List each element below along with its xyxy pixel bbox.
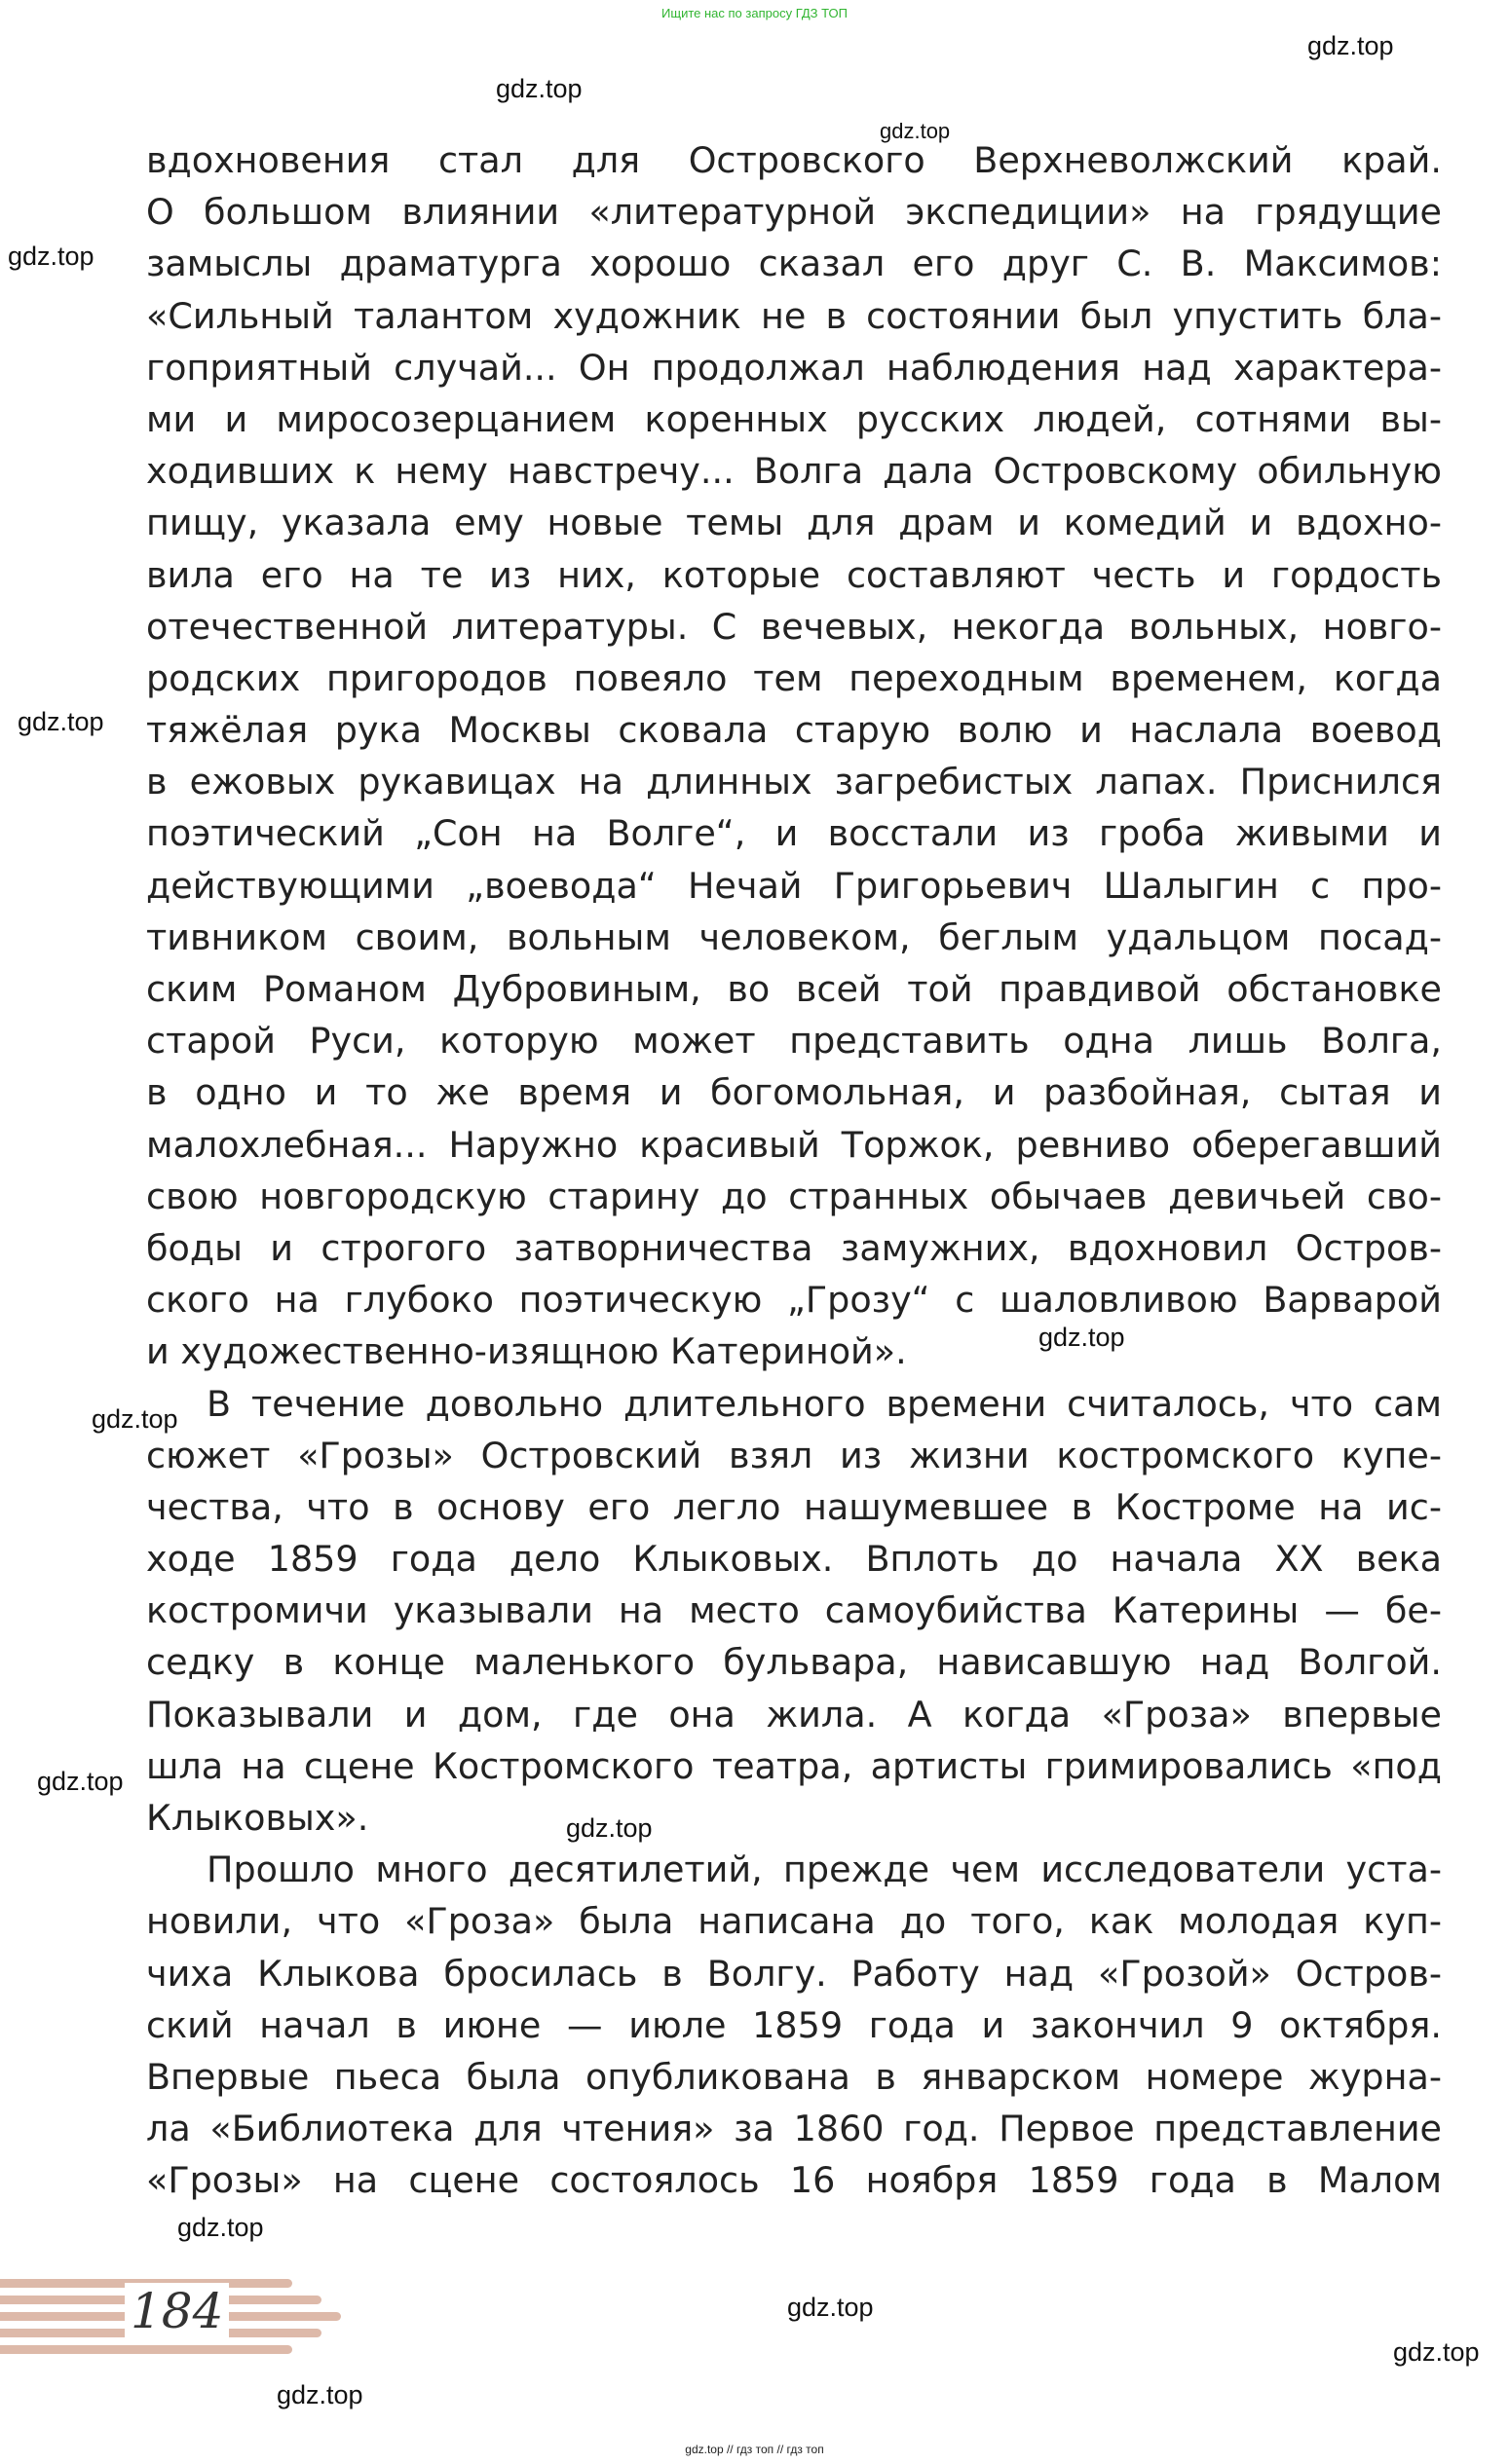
watermark: gdz.top (566, 1813, 653, 1843)
text-line: Прошло много десятилетий, прежде чем исследователи уста- (207, 1848, 1442, 1891)
text-line: тяжёлая рука Москвы сковала старую волю и наслала воевод (146, 709, 1442, 752)
watermark: gdz.top (496, 74, 583, 103)
text-line: О большом влиянии «литературной экспедиции» на грядущие (146, 191, 1442, 234)
text-line: «Сильный талантом художник не в состоянии был упустить бла- (146, 294, 1442, 337)
text-line: шла на сцене Костромского театра, артисты гримировались «под (146, 1744, 1442, 1787)
watermark: gdz.top (37, 1767, 124, 1796)
text-line: ми и миросозерцанием коренных русских людей, сотнями вы- (146, 397, 1442, 440)
watermark: gdz.top (1393, 2337, 1480, 2367)
text-line: замыслы драматурга хорошо сказал его друг С. В. Максимов: (146, 243, 1442, 285)
text-line: седку в конце маленького бульвара, нависавшую над Волгой. (146, 1641, 1442, 1684)
watermark: gdz.top (787, 2293, 874, 2322)
text-line: отечественной литературы. С вечевых, некогда вольных, новго- (146, 605, 1442, 648)
watermark: gdz.top (92, 1404, 178, 1434)
text-line: ходивших к нему навстречу... Волга дала Островскому обильную (146, 450, 1442, 493)
text-line: в одно и то же время и богомольная, и разбойная, сытая и (146, 1071, 1442, 1114)
text-line: чества, что в основу его легло нашумевшее в Костроме на ис- (146, 1485, 1442, 1528)
text-line: чиха Клыкова бросилась в Волгу. Работу над «Грозой» Остров- (146, 1952, 1442, 1995)
text-line: ским Романом Дубровиным, во всей той правдивой обстановке (146, 968, 1442, 1010)
text-line: свою новгородскую старину до странных обычаев девичьей сво- (146, 1175, 1442, 1217)
text-line: поэтический „Сон на Волге“, и восстали из гроба живыми и (146, 812, 1442, 855)
watermark: gdz.top (1038, 1323, 1125, 1352)
watermark: gdz.top (18, 707, 104, 736)
text-line: малохлебная... Наружно красивый Торжок, ревниво оберегавший (146, 1123, 1442, 1166)
text-line: «Грозы» на сцене состоялось 16 ноября 1859 года в Малом (146, 2159, 1442, 2202)
text-line: гоприятный случай... Он продолжал наблюдения над характера- (146, 346, 1442, 389)
text-line: ский начал в июне — июле 1859 года и закончил 9 октября. (146, 2003, 1442, 2046)
text-line: в ежовых рукавицах на длинных загребистых лапах. Приснился (146, 761, 1442, 803)
text-line: старой Руси, которую может представить одна лишь Волга, (146, 1020, 1442, 1063)
text-line: сюжет «Грозы» Островский взял из жизни костромского купе- (146, 1434, 1442, 1476)
text-line: вила его на те из них, которые составляют честь и гордость (146, 553, 1442, 596)
bottom-banner: gdz.top // гдз топ // гдз топ (685, 2443, 824, 2456)
watermark: gdz.top (1307, 31, 1394, 60)
watermark: gdz.top (177, 2213, 264, 2242)
text-line: ского на глубоко поэтическую „Грозу“ с шаловливою Варварой (146, 1279, 1442, 1322)
text-line: ходе 1859 года дело Клыковых. Вплоть до начала XX века (146, 1538, 1442, 1581)
watermark: gdz.top (277, 2380, 363, 2409)
watermark: gdz.top (8, 242, 94, 271)
text-line: вдохновения стал для Островского Верхневолжский край. (146, 139, 1442, 181)
page-number: 184 (125, 2283, 229, 2339)
text-line: действующими „воевода“ Нечай Григорьевич Шалыгин с про- (146, 864, 1442, 907)
text-line: боды и строгого затворничества замужних, вдохновил Остров- (146, 1226, 1442, 1269)
text-line: костромичи указывали на место самоубийства Катерины — бе- (146, 1589, 1442, 1632)
top-banner: Ищите нас по запросу ГДЗ ТОП (661, 6, 848, 20)
text-line: Впервые пьеса была опубликована в январском номере журна- (146, 2055, 1442, 2098)
text-line: и художественно-изящною Катериной». (146, 1330, 907, 1373)
text-line: ла «Библиотека для чтения» за 1860 год. Первое представление (146, 2108, 1442, 2150)
text-line: родских пригородов повеяло тем переходным временем, когда (146, 656, 1442, 699)
text-line: В течение довольно длительного времени считалось, что сам (207, 1382, 1442, 1425)
watermark: gdz.top (880, 119, 951, 143)
page-text (146, 134, 1442, 2207)
text-line: Показывали и дом, где она жила. А когда «Гроза» впервые (146, 1693, 1442, 1736)
text-line: пищу, указала ему новые темы для драм и комедий и вдохно- (146, 502, 1442, 544)
text-line: новили, что «Гроза» была написана до того, как молодая куп- (146, 1900, 1442, 1943)
text-line: тивником своим, вольным человеком, беглым удальцом посад- (146, 915, 1442, 958)
text-line: Клыковых». (146, 1797, 369, 1839)
